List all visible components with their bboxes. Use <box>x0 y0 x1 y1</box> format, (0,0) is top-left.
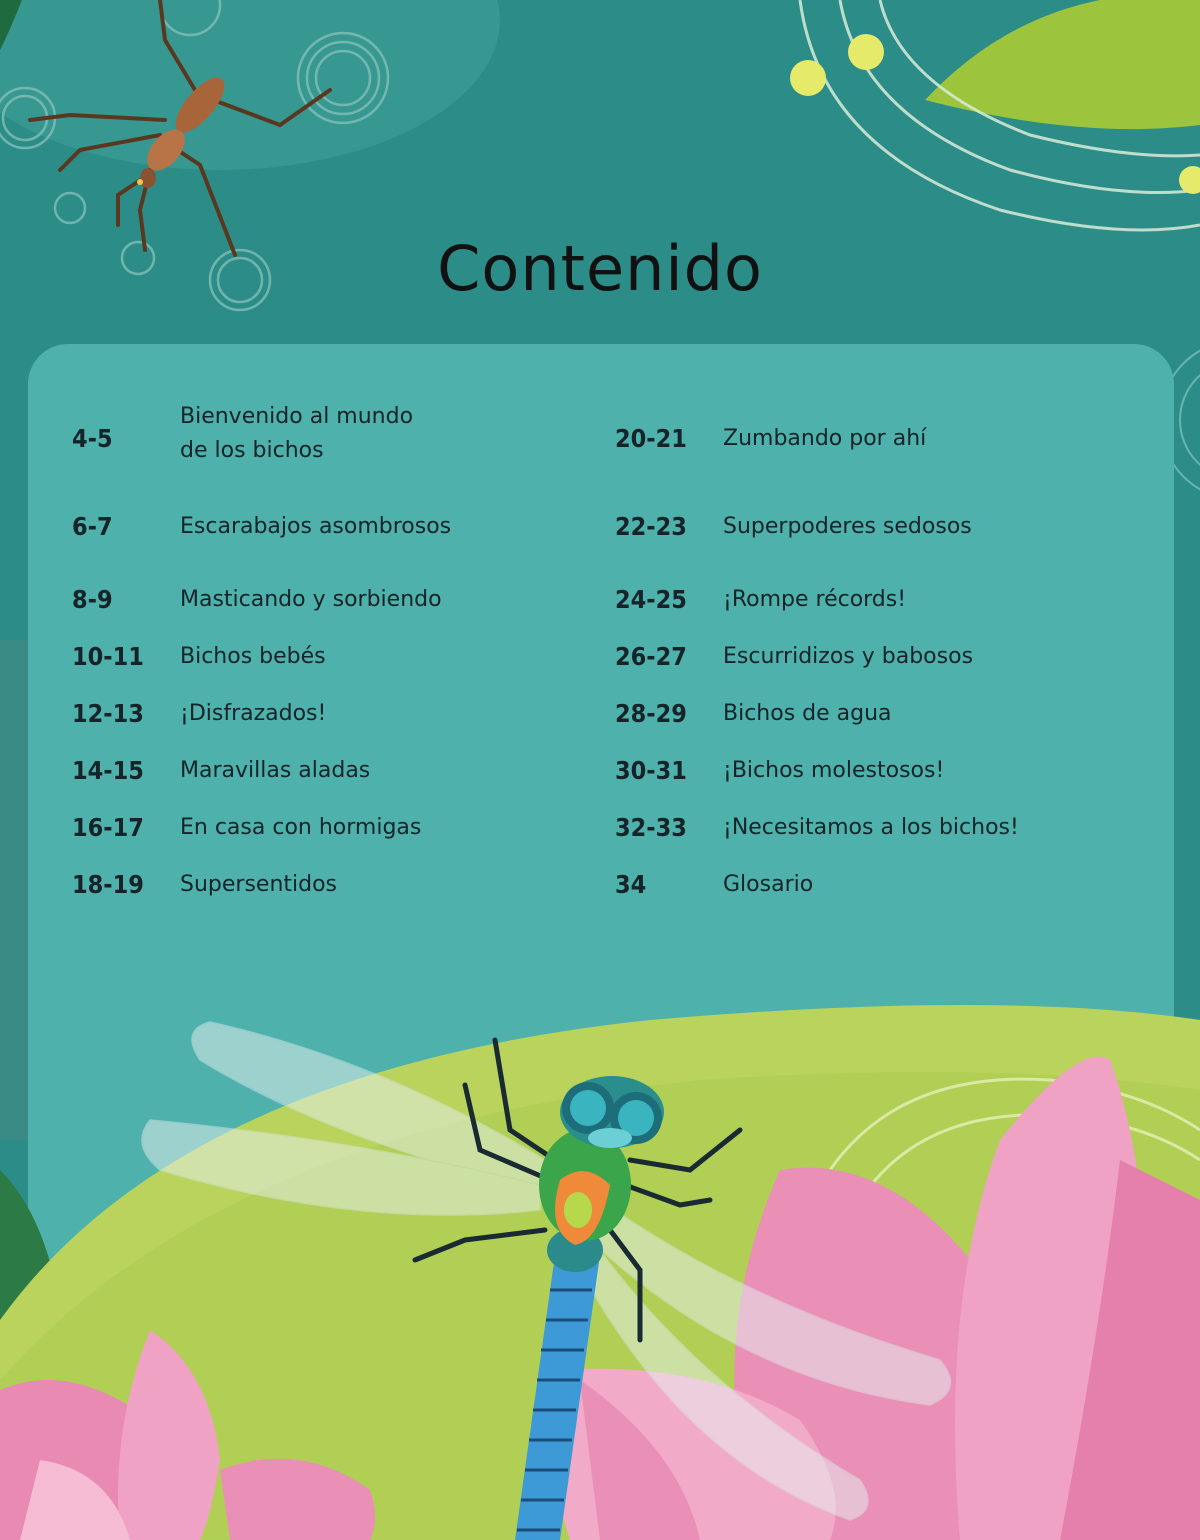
toc-section-title: Bichos de agua <box>723 701 892 726</box>
toc-page-range: 24-25 <box>615 585 687 614</box>
toc-section-title: ¡Bichos molestosos! <box>723 758 945 783</box>
toc-page-range: 10-11 <box>72 642 144 671</box>
toc-section-title: Glosario <box>723 872 814 897</box>
toc-page-range: 4-5 <box>72 424 113 453</box>
toc-section-title: Zumbando por ahí <box>723 426 927 451</box>
toc-page-range: 12-13 <box>72 699 144 728</box>
toc-section-title: Maravillas aladas <box>180 758 371 783</box>
page-title: Contenido <box>437 232 763 305</box>
toc-section-title: ¡Rompe récords! <box>723 587 907 612</box>
toc-page-range: 28-29 <box>615 699 687 728</box>
toc-page-range: 14-15 <box>72 756 144 785</box>
toc-section-title: Superpoderes sedosos <box>723 514 972 539</box>
pollen-dot <box>848 34 884 70</box>
water-reflection-shape <box>0 0 500 170</box>
toc-page-range: 26-27 <box>615 642 687 671</box>
toc-page-range: 22-23 <box>615 512 687 541</box>
toc-page-range: 30-31 <box>615 756 687 785</box>
toc-section-title: Supersentidos <box>180 872 338 897</box>
toc-section-title: ¡Necesitamos a los bichos! <box>723 815 1019 840</box>
leaf-top-right <box>925 0 1200 129</box>
toc-section-title: Escarabajos asombrosos <box>180 514 452 539</box>
toc-section-title: Bichos bebés <box>180 644 326 669</box>
toc-page-range: 6-7 <box>72 512 113 541</box>
toc-page-range: 34 <box>615 870 647 899</box>
pollen-dot <box>1179 166 1200 194</box>
toc-page-range: 18-19 <box>72 870 144 899</box>
toc-section-title: En casa con hormigas <box>180 815 422 840</box>
toc-page-range: 32-33 <box>615 813 687 842</box>
toc-section-title: Masticando y sorbiendo <box>180 587 442 612</box>
toc-section-title: Escurridizos y babosos <box>723 644 974 669</box>
toc-page-range: 20-21 <box>615 424 687 453</box>
toc-page-range: 16-17 <box>72 813 144 842</box>
pollen-dot <box>790 60 826 96</box>
toc-section-title: ¡Disfrazados! <box>180 701 327 726</box>
toc-page-range: 8-9 <box>72 585 113 614</box>
toc-section-title: Bienvenido al mundo de los bichos <box>180 404 414 463</box>
